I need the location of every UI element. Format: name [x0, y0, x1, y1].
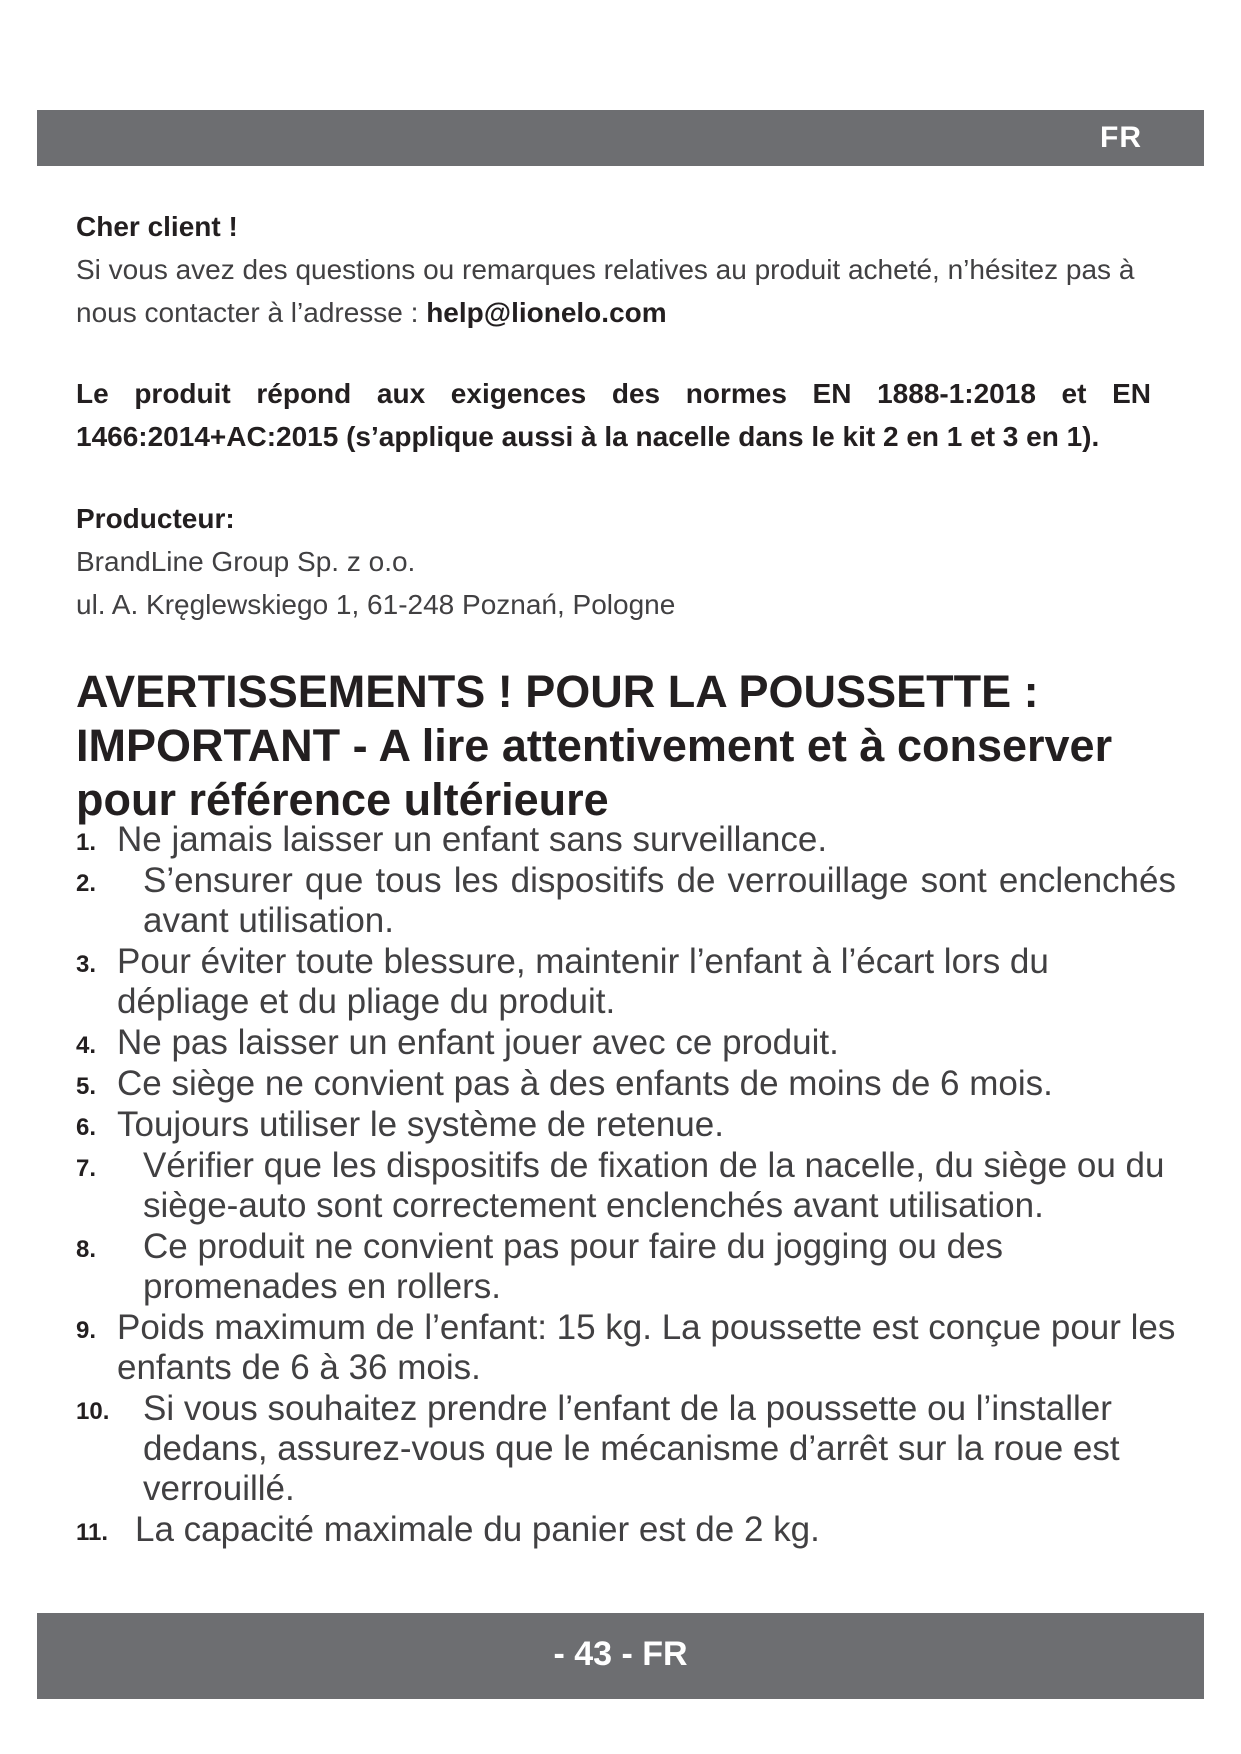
list-item — [76, 1023, 1176, 1063]
producer-section — [76, 497, 1151, 626]
item-number: 1. — [76, 829, 97, 856]
item-text: Ne pas laisser un enfant jouer avec ce produit. — [117, 1023, 839, 1062]
item-number: 8. — [76, 1236, 97, 1263]
contact-paragraph — [76, 248, 1151, 334]
list-item — [76, 1064, 1176, 1104]
item-number: 5. — [76, 1073, 97, 1100]
item-text: Pour éviter toute blessure, maintenir l’enfant à l’écart lors du dépliage et du pliage du produit. — [117, 942, 1049, 1021]
item-number: 2. — [76, 870, 97, 897]
list-item — [76, 820, 1176, 860]
item-text: La capacité maximale du panier est de 2 kg. — [135, 1510, 820, 1549]
list-item — [76, 1510, 1176, 1550]
language-label: FR — [1100, 121, 1142, 154]
footer-bar — [37, 1613, 1204, 1699]
list-item — [76, 1227, 1176, 1307]
producer-address: ul. A. Kręglewskiego 1, 61-248 Poznań, Pologne — [76, 589, 676, 620]
producer-label: Producteur: — [76, 503, 235, 534]
item-number: 3. — [76, 951, 97, 978]
warning-title: AVERTISSEMENTS ! POUR LA POUSSETTE : IMPORTANT - A lire attentivement et à conserver pour référence ultérieure — [76, 666, 1113, 825]
item-number: 11. — [76, 1519, 109, 1546]
list-item — [76, 1105, 1176, 1145]
item-text: Ce siège ne convient pas à des enfants de moins de 6 mois. — [117, 1064, 1053, 1103]
contact-text: Si vous avez des questions ou remarques relatives au produit acheté, n’hésitez pas à nous contacter à l’adresse : — [76, 254, 1135, 328]
item-number: 6. — [76, 1114, 97, 1141]
item-number: 10. — [76, 1398, 110, 1425]
page-number: - 43 - FR — [553, 1635, 688, 1673]
list-item — [76, 1146, 1176, 1226]
list-item — [76, 1308, 1176, 1388]
header-bar — [37, 110, 1204, 166]
item-number: 4. — [76, 1032, 97, 1059]
list-item — [76, 942, 1176, 1022]
producer-company: BrandLine Group Sp. z o.o. — [76, 546, 416, 577]
item-number: 7. — [76, 1155, 97, 1182]
item-text: S’ensurer que tous les dispositifs de verrouillage sont enclenchés avant utilisation. — [143, 861, 1176, 940]
item-text: Poids maximum de l’enfant: 15 kg. La poussette est conçue pour les enfants de 6 à 36 mois. — [117, 1308, 1176, 1387]
list-item — [76, 861, 1176, 941]
item-text: Vérifier que les dispositifs de fixation de la nacelle, du siège ou du siège-auto sont correctement enclenchés avant utilisation. — [143, 1146, 1165, 1225]
intro-section — [76, 205, 1151, 334]
item-number: 9. — [76, 1317, 97, 1344]
list-item — [76, 1389, 1176, 1509]
item-text: Ne jamais laisser un enfant sans surveillance. — [117, 820, 828, 859]
standards-statement: Le produit répond aux exigences des normes EN 1888-1:2018 et EN 1466:2014+AC:2015 (s’applique aussi à la nacelle dans le kit 2 en 1 et 3 en 1). — [76, 378, 1151, 452]
item-text: Toujours utiliser le système de retenue. — [117, 1105, 724, 1144]
item-text: Si vous souhaitez prendre l’enfant de la poussette ou l’installer dedans, assurez-vous que le mécanisme d’arrêt sur la roue est verrouillé. — [143, 1389, 1120, 1508]
item-text: Ce produit ne convient pas pour faire du jogging ou des promenades en rollers. — [143, 1227, 1004, 1306]
greeting: Cher client ! — [76, 211, 238, 242]
support-email: help@lionelo.com — [426, 297, 667, 328]
warnings-list — [76, 820, 1176, 1551]
